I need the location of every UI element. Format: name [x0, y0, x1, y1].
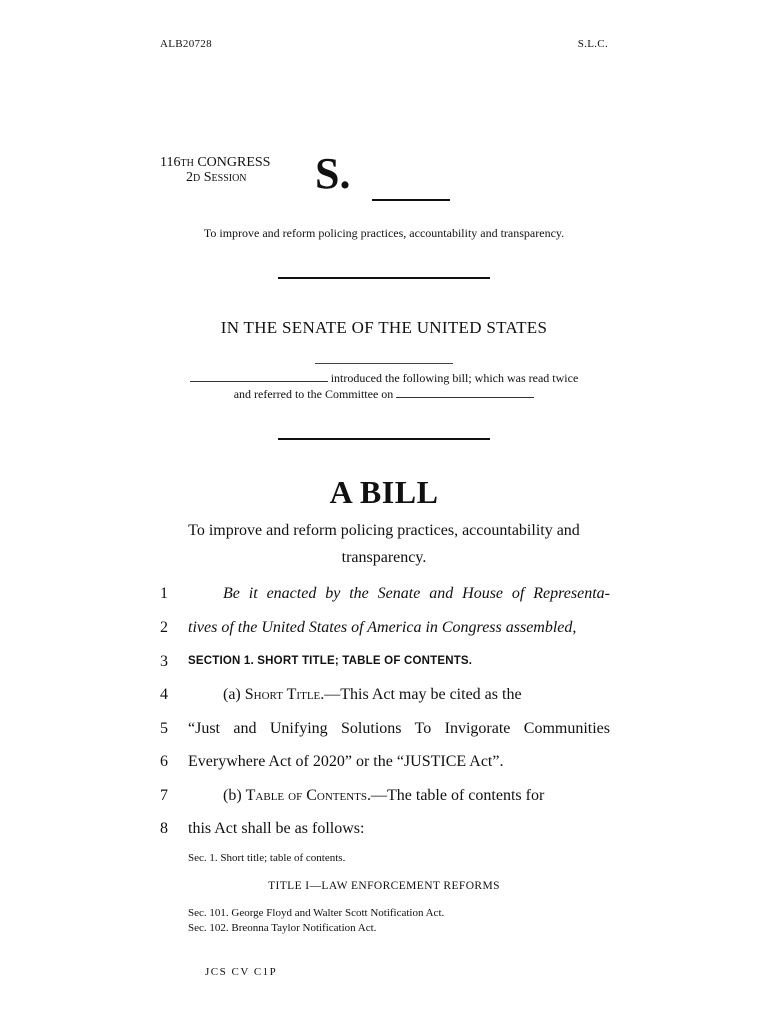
bill-line: [160, 577, 610, 610]
toc-title-heading: TITLE I—LAW ENFORCEMENT REFORMS: [268, 880, 500, 892]
toc-entry: Sec. 1. Short title; table of contents.: [188, 852, 346, 864]
toc-entry: Sec. 102. Breonna Taylor Notification Act.: [188, 922, 377, 934]
session-number: 2d Session: [186, 170, 247, 185]
body-text: “Just and Unifying Solutions To Invigorate Communities: [188, 720, 610, 737]
bill-line: [160, 812, 610, 845]
toc-entry: Sec. 101. George Floyd and Walter Scott Notification Act.: [188, 907, 445, 919]
line-number: 2: [160, 619, 168, 636]
line-number: 3: [160, 653, 168, 670]
line-number: 1: [160, 585, 168, 602]
document-id: ALB20728: [160, 38, 212, 50]
enacting-clause: Be it enacted by the Senate and House of Representa-: [223, 585, 610, 602]
senate-heading: IN THE SENATE OF THE UNITED STATES: [220, 318, 548, 337]
section-heading: SECTION 1. SHORT TITLE; TABLE OF CONTENTS.: [188, 655, 473, 667]
bill-line: [160, 678, 610, 711]
congress-session-block: [160, 155, 270, 185]
sponsor-blank: [190, 371, 328, 382]
subsection-b: (b) Table of Contents.—The table of contents for: [223, 787, 545, 804]
enacting-clause: tives of the United States of America in Congress assembled,: [188, 619, 577, 636]
subsection-a: (a) Short Title.—This Act may be cited as the: [223, 686, 522, 703]
line-number: 7: [160, 787, 168, 804]
senate-bill-mark: S.: [315, 149, 351, 198]
bill-number-blank: [372, 199, 450, 201]
office-code: S.L.C.: [577, 38, 608, 50]
committee-blank: [396, 387, 534, 398]
bill-line: [160, 712, 610, 745]
divider-rule: [278, 438, 490, 440]
date-blank-rule: [315, 363, 453, 364]
long-title: To improve and reform policing practices, accountability and transparency.: [188, 522, 580, 566]
bill-line: [160, 645, 610, 678]
bill-line: [160, 779, 610, 812]
congress-number: 116th CONGRESS: [160, 155, 271, 170]
short-purpose: To improve and reform policing practices, accountability and transparency.: [203, 226, 565, 240]
footer-code: JCS CV C1P: [205, 966, 278, 978]
body-text: this Act shall be as follows:: [188, 820, 365, 837]
line-number: 5: [160, 720, 168, 737]
line-number: 6: [160, 753, 168, 770]
bill-line: [160, 611, 610, 644]
line-number: 4: [160, 686, 168, 703]
bill-title: A BILL: [329, 474, 439, 510]
line-number: 8: [160, 820, 168, 837]
bill-line: [160, 745, 610, 778]
introduction-text: introduced the following bill; which was read twice and referred to the Committee on: [160, 370, 608, 402]
body-text: Everywhere Act of 2020” or the “JUSTICE Act”.: [188, 753, 504, 770]
divider-rule: [278, 277, 490, 279]
